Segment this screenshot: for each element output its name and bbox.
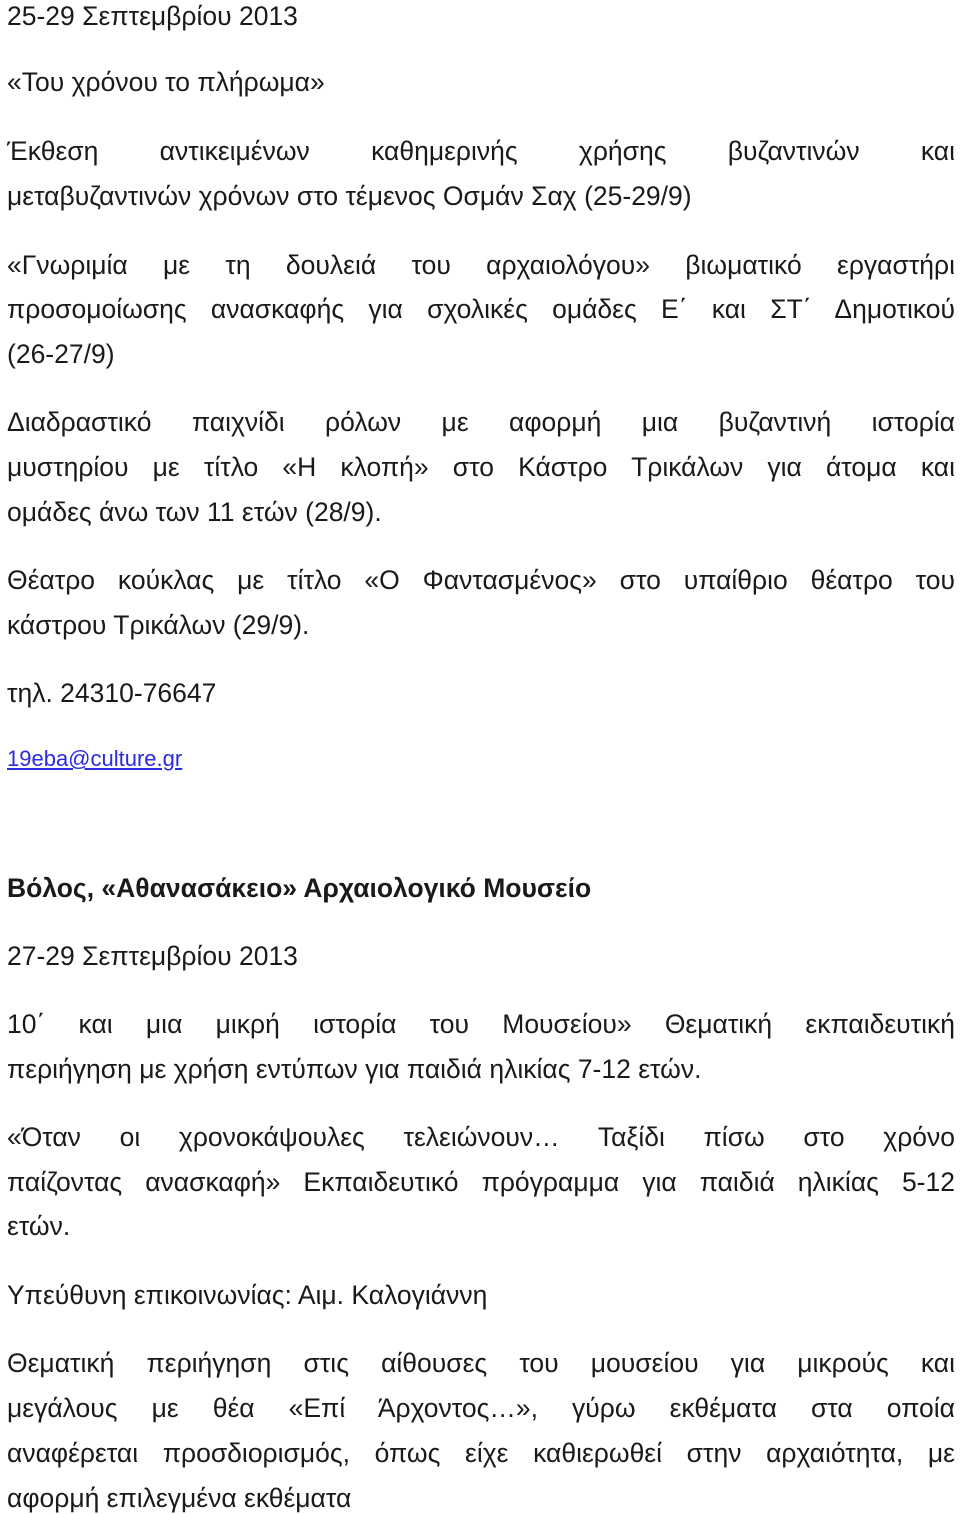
section-heading: Βόλος, «Αθανασάκειο» Αρχαιολογικό Μουσείο: [7, 873, 592, 903]
paragraph-line: 10΄ και μια μικρή ιστορία του Μουσείου» Θεματική εκπαιδευτική: [7, 1009, 955, 1039]
paragraph-line: Έκθεση αντικειμένων καθημερινής χρήσης βυζαντινών και: [7, 136, 955, 166]
paragraph-line: Θεματική περιήγηση στις αίθουσες του μουσείου για μικρούς και: [7, 1348, 955, 1378]
contact-person: Υπεύθυνη επικοινωνίας: Αιμ. Καλογιάννη: [7, 1280, 488, 1310]
paragraph-line: αναφέρεται προσδιορισμός, όπως είχε καθιερωθεί στην αρχαιότητα, με: [7, 1438, 955, 1468]
paragraph-line: «Όταν οι χρονοκάψουλες τελειώνουν… Ταξίδι πίσω στο χρόνο: [7, 1122, 955, 1152]
paragraph-line: κάστρου Τρικάλων (29/9).: [7, 610, 310, 640]
event-date: 25-29 Σεπτεμβρίου 2013: [7, 1, 298, 31]
paragraph-line: Θέατρο κούκλας με τίτλο «Ο Φαντασμένος» στο υπαίθριο θέατρο του: [7, 565, 955, 595]
paragraph-line: προσομοίωσης ανασκαφής για σχολικές ομάδες Ε΄ και ΣΤ΄ Δημοτικού: [7, 294, 955, 324]
paragraph-line: ετών.: [7, 1211, 71, 1241]
paragraph-line: μεγάλους με θέα «Επί Άρχοντος…», γύρω εκθέματα στα οποία: [7, 1393, 955, 1423]
paragraph-line: μυστηρίου με τίτλο «Η κλοπή» στο Κάστρο Τρικάλων για άτομα και: [7, 452, 955, 482]
paragraph-line: ομάδες άνω των 11 ετών (28/9).: [7, 497, 382, 527]
event-date: 27-29 Σεπτεμβρίου 2013: [7, 941, 298, 971]
paragraph-line: Διαδραστικό παιχνίδι ρόλων με αφορμή μια βυζαντινή ιστορία: [7, 407, 955, 437]
event-title: «Του χρόνου το πλήρωμα»: [7, 67, 325, 97]
paragraph-line: παίζοντας ανασκαφή» Εκπαιδευτικό πρόγραμμα για παιδιά ηλικίας 5-12: [7, 1167, 955, 1197]
paragraph-line: αφορμή επιλεγμένα εκθέματα: [7, 1483, 352, 1513]
phone-number: τηλ. 24310-76647: [7, 678, 217, 708]
paragraph-line: «Γνωριμία με τη δουλειά του αρχαιολόγου» βιωματικό εργαστήρι: [7, 250, 955, 280]
paragraph-line: περιήγηση με χρήση εντύπων για παιδιά ηλικίας 7-12 ετών.: [7, 1054, 702, 1084]
email-link[interactable]: 19eba@culture.gr: [7, 746, 183, 771]
paragraph-line: (26-27/9): [7, 339, 115, 369]
paragraph-line: μεταβυζαντινών χρόνων στο τέμενος Οσμάν Σαχ (25-29/9): [7, 181, 692, 211]
